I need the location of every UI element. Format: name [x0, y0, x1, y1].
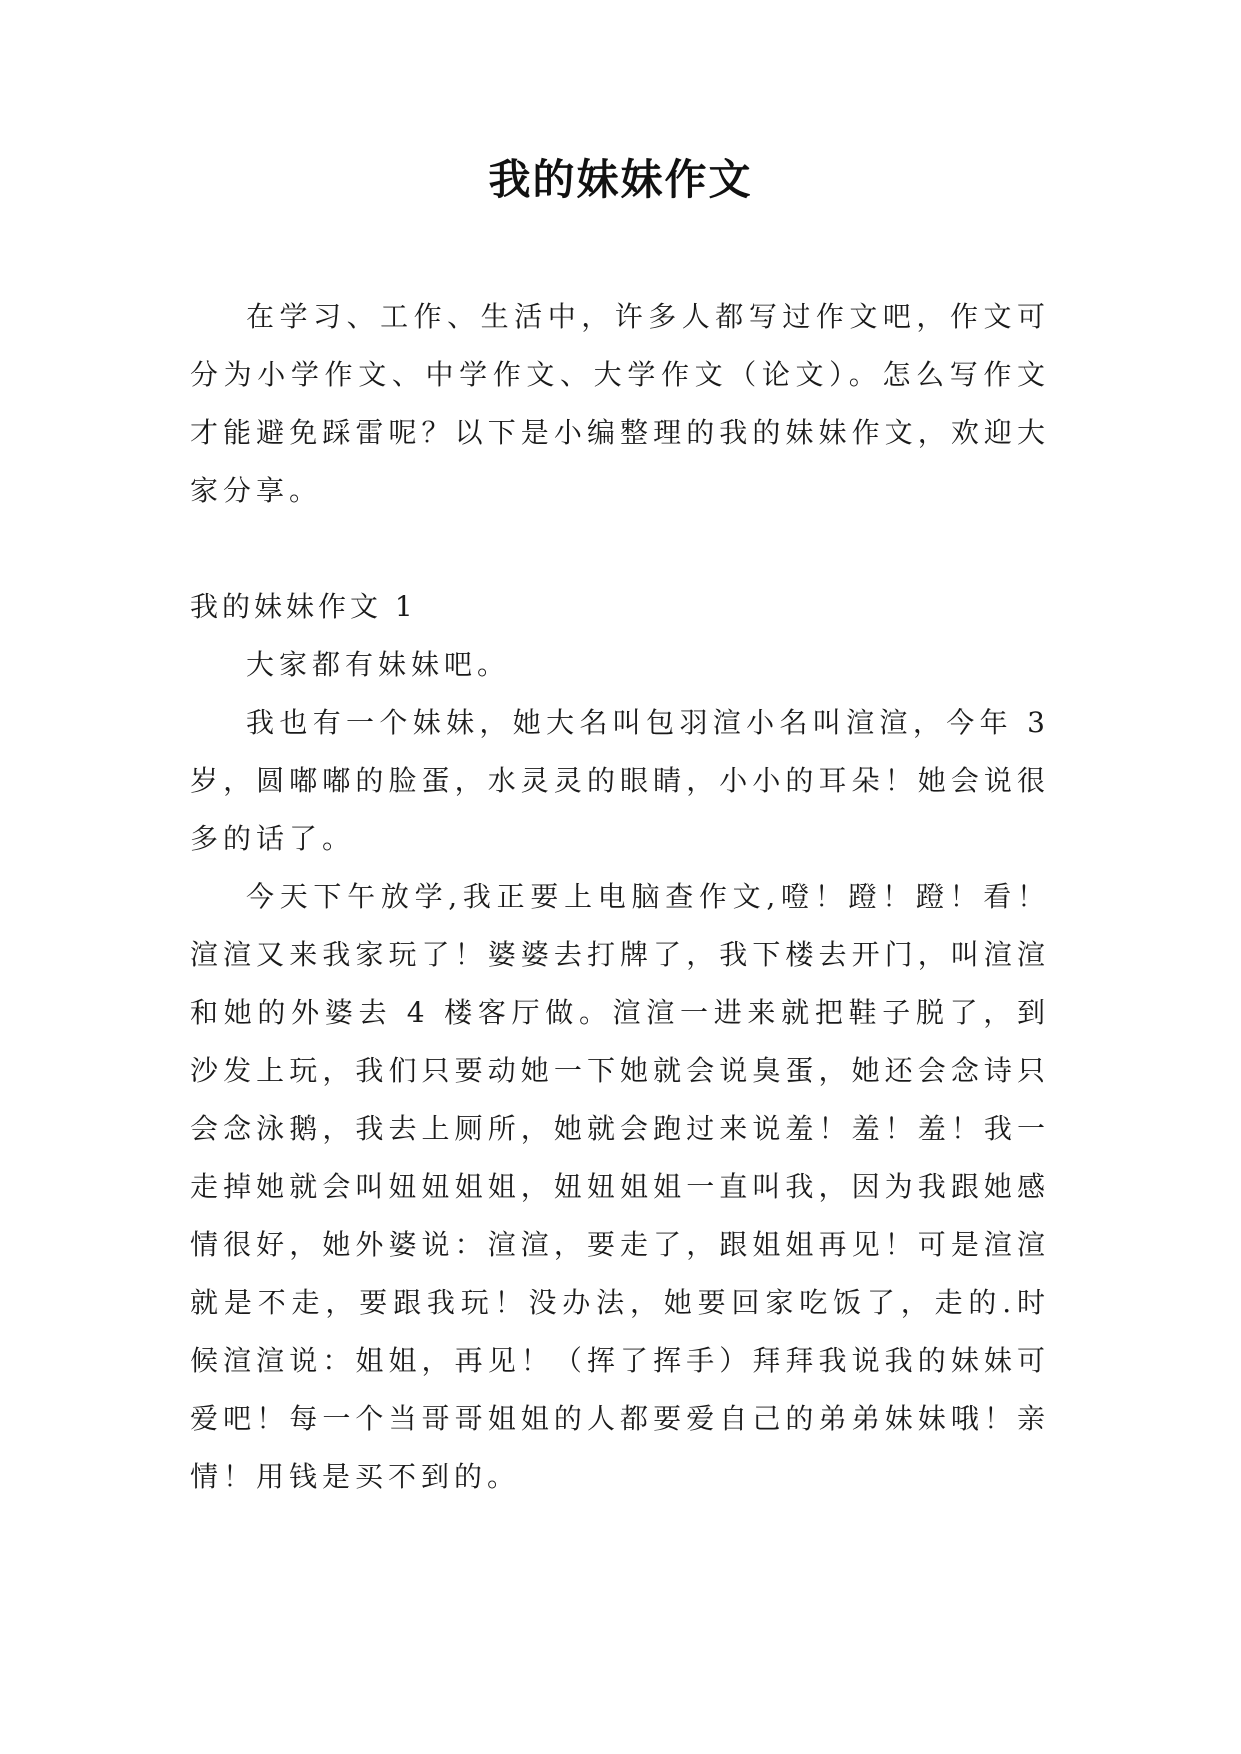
- section-heading: 我的妹妹作文 1: [190, 590, 417, 623]
- document-body: [190, 288, 1050, 1506]
- body-paragraph: 我也有一个妹妹，她大名叫包羽渲小名叫渲渲，今年 3 岁，圆嘟嘟的脸蛋，水灵灵的眼睛，小小的耳朵！她会说很多的话了。: [190, 706, 1050, 855]
- intro-paragraph: 在学习、工作、生活中，许多人都写过作文吧，作文可分为小学作文、中学作文、大学作文（论文）。怎么写作文才能避免踩雷呢？以下是小编整理的我的妹妹作文，欢迎大家分享。: [190, 300, 1050, 507]
- document-title: 我的妹妹作文: [488, 155, 753, 204]
- body-paragraph: 今天下午放学,我正要上电脑查作文,噔！蹬！蹬！看！渲渲又来我家玩了！婆婆去打牌了，我下楼去开门，叫渲渲和她的外婆去 4 楼客厅做。渲渲一进来就把鞋子脱了，到沙发上玩，我们只要动她一下她就会说臭蛋，她还会念诗只会念泳鹅，我去上厕所，她就会跑过来说羞！羞！羞！我一走掉她就会叫妞妞姐姐，妞妞姐姐一直叫我，因为我跟她感情很好，她外婆说：渲渲，要走了，跟姐姐再见！可是渲渲就是不走，要跟我玩！没办法，她要回家吃饭了，走的.时候渲渲说：姐姐，再见！（挥了挥手）拜拜我说我的妹妹可爱吧！每一个当哥哥姐姐的人都要爱自己的弟弟妹妹哦！亲情！用钱是买不到的。: [190, 880, 1050, 1493]
- body-paragraph: 大家都有妹妹吧。: [246, 648, 511, 681]
